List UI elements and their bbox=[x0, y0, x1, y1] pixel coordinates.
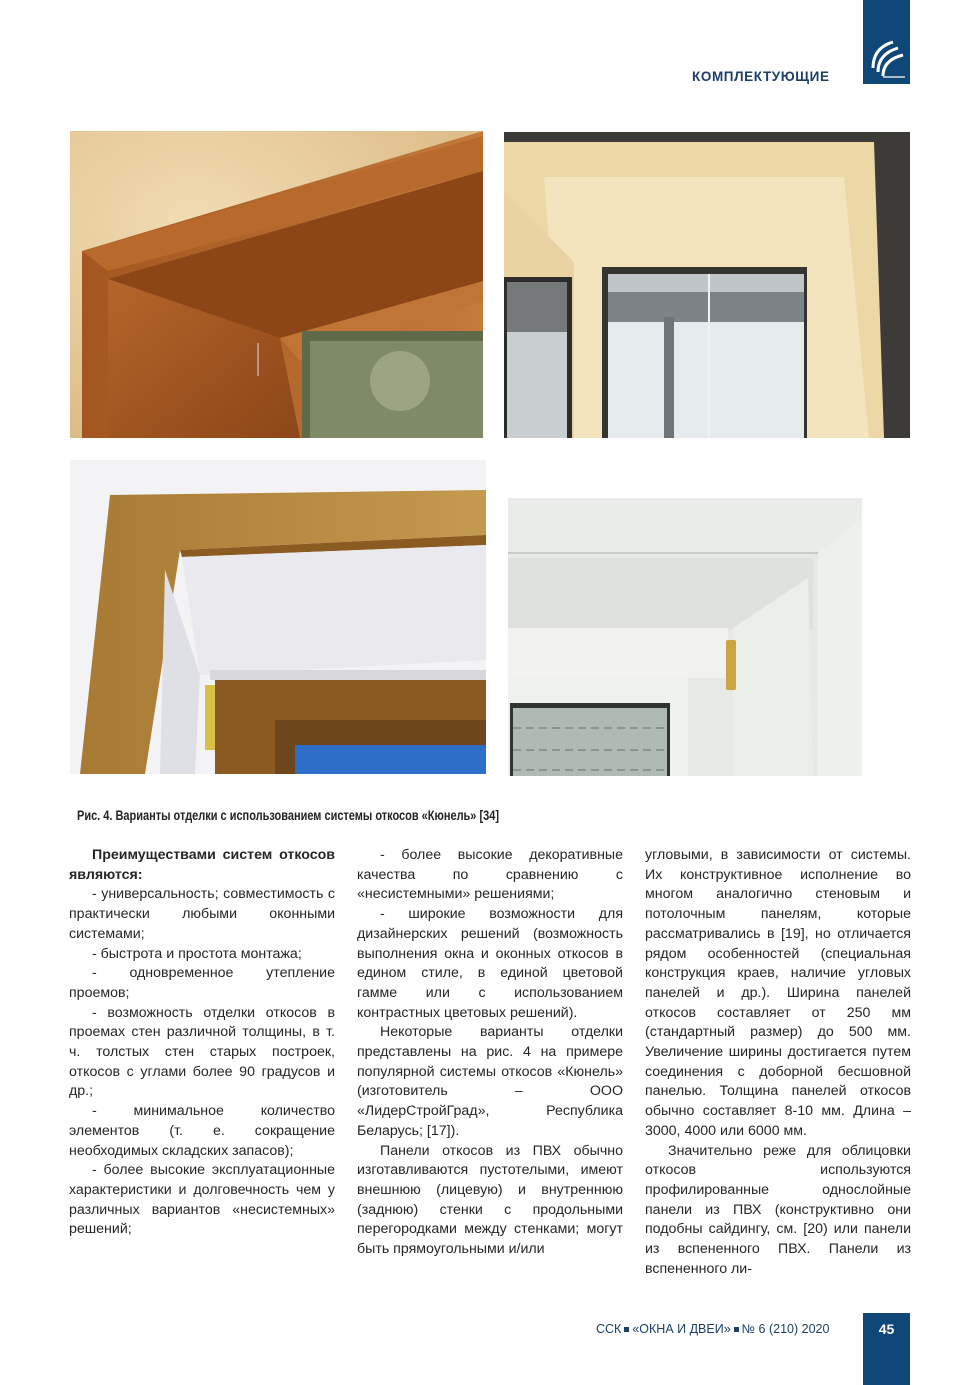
paragraph: Значительно реже для облицовки откосов используются профилированные однослойные панели из ПВХ (конструктивно они подобны сайдингу, см. [20) или панели из вспененного ПВХ. Панели из вспененного ли- bbox=[645, 1142, 911, 1277]
text-column-3 bbox=[645, 846, 911, 1279]
text-column-1 bbox=[69, 846, 335, 1240]
text-column-2 bbox=[357, 846, 623, 1260]
page-number: 45 bbox=[878, 1321, 895, 1337]
paragraph: - быстрота и простота монтажа; bbox=[92, 945, 302, 962]
journal-info bbox=[596, 1322, 829, 1336]
photo-golden-oak-trim-white-reveal bbox=[70, 460, 486, 774]
paragraph: Некоторые варианты отделки представлены на рис. 4 на примере популярной системы откосов «Кюнель» (изготовитель – ООО «ЛидерСтройГрад», Республика Беларусь; [17]). bbox=[357, 1024, 623, 1139]
journal-title: «ОКНА И ДВЕИ» bbox=[632, 1322, 731, 1336]
journal-publisher: ССК bbox=[596, 1322, 622, 1336]
separator-square-icon bbox=[734, 1327, 739, 1332]
photo-cream-reveal-sliding-window bbox=[504, 132, 910, 438]
paragraph: - минимальное количество элементов (т. е. сокращение необходимых складских запасов); bbox=[69, 1103, 335, 1159]
figure-caption: Рис. 4. Варианты отделки с использованием системы откосов «Кюнель» [34] bbox=[77, 808, 500, 823]
section-title: КОМПЛЕКТУЮЩИЕ bbox=[692, 69, 830, 84]
paragraph: - широкие возможности для дизайнерских решений (возможность выполнения окна и оконных откосов в едином стиле, в единой цветовой гамме или с использованием контрастных цветовых решений). bbox=[357, 906, 623, 1021]
paragraph: - более высокие декоративные качества по сравнению с «несистемными» решениями; bbox=[357, 847, 623, 903]
paragraph: Панели откосов из ПВХ обычно изготавливаются пустотелыми, имеют внешнюю (лицевую) и внутреннюю (заднюю) стенки с продольными перегородками между стенками; могут быть прямоугольными и/или bbox=[357, 1142, 623, 1258]
journal-issue: № 6 (210) 2020 bbox=[741, 1322, 830, 1336]
paragraph-lead: Преимуществами систем откосов являются: bbox=[69, 847, 335, 883]
paragraph: - универсальность; совместимость с практически любыми оконными системами; bbox=[69, 886, 335, 942]
header-tab bbox=[863, 0, 910, 84]
separator-square-icon bbox=[624, 1327, 629, 1332]
paragraph: - одновременное утепление проемов; bbox=[69, 965, 335, 1001]
logo-icon bbox=[863, 0, 910, 84]
paragraph: - возможность отделки откосов в проемах стен различной толщины, в т. ч. толстых стен старых построек, откосов с углами более 90 градусов и др.; bbox=[69, 1004, 335, 1100]
photo-white-reveal-with-hinge bbox=[508, 498, 862, 776]
paragraph: угловыми, в зависимости от системы. Их конструктивное исполнение во многом аналогично стеновым и потолочным панелям, которые рассматривались в [19], но отличается рядом особенностей (специальная конструкция краев, наличие угловых панелей и др.). Ширина панелей откосов составляет от 250 мм (стандартный размер) до 500 мм. Увеличение ширины достигается путем соединения с доборной бесшовной панелью. Толщина панелей откосов обычно составляет 8-10 мм. Длина – 3000, 4000 или 6000 мм. bbox=[645, 847, 911, 1139]
photo-wood-reveal-dark-oak bbox=[70, 131, 483, 438]
paragraph: - более высокие эксплуатационные характеристики и долговечность чем у различных вариантов «несистемных» решений; bbox=[69, 1162, 335, 1238]
